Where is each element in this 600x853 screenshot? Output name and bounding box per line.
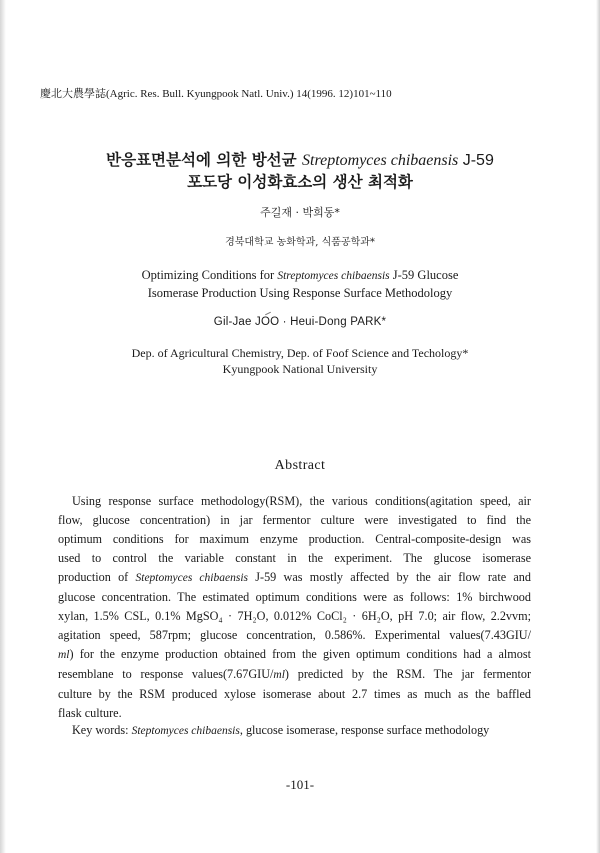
abstract-text: production of <box>58 570 136 584</box>
english-title-line-2: Isomerase Production Using Response Surface Methodology <box>147 286 453 300</box>
korean-title-species: Streptomyces chibaensis <box>302 152 459 169</box>
english-title-species: Streptomyces chibaensis <box>277 270 390 282</box>
abstract-line: Using response surface methodology(RSM), the various conditions(agitation speed, air <box>72 494 531 508</box>
abstract-line: optimum conditions for maximum enzyme production. Central-composite-design was <box>58 532 531 546</box>
scan-edge-right <box>596 0 600 853</box>
korean-affiliation: 경북대학교 농화학과, 식품공학과* <box>225 237 375 248</box>
abstract-line <box>58 568 531 588</box>
abstract-species: Steptomyces chibaensis <box>135 572 248 584</box>
english-title-line-1 <box>0 268 600 283</box>
korean-authors: 주길재 · 박희동* <box>260 206 340 219</box>
abstract-line: xylan, 1.5% CSL, 0.1% MgSO₄ · 7H₂O, 0.012% CoCl₂ · 6H₂O, pH 7.0; air flow, 2.2vvm; <box>58 609 531 623</box>
english-title-pre: Optimizing Conditions for <box>141 268 278 282</box>
keywords-label: Key words: <box>72 723 132 737</box>
abstract-text: ) predicted by the RSM. The jar fermentor <box>284 667 532 681</box>
page-number: -101- <box>285 777 315 792</box>
department-line-2: Kyungpook National University <box>222 362 378 376</box>
abstract-line: flask culture. <box>58 706 122 720</box>
abstract-line: agitation speed, 587rpm; glucose concentration, 0.586%. Experimental values(7.43GIU/ <box>58 628 531 642</box>
abstract-line: flow, glucose concentration) in jar fermentor culture were investigated to find the <box>58 513 531 527</box>
korean-title-line-1 <box>0 148 600 170</box>
keywords-species: Steptomyces chibaensis <box>131 725 240 737</box>
abstract-unit: ml <box>58 649 70 661</box>
department-line-1: Dep. of Agricultural Chemistry, Dep. of Foof Science and Techology* <box>131 346 469 360</box>
abstract-line: used to control the variable constant in the experiment. The glucose isomerase <box>58 551 531 565</box>
abstract-line <box>58 665 531 685</box>
keywords <box>72 723 489 738</box>
abstract-text: resemblane to response values(7.67GIU/ <box>58 667 274 681</box>
abstract-body <box>58 492 531 723</box>
english-title-post: J-59 Glucose <box>389 268 459 282</box>
abstract-text: ) for the enzyme production obtained from the given optimum conditions had a almost <box>69 647 531 661</box>
keywords-rest: , glucose isomerase, response surface methodology <box>239 723 490 737</box>
abstract-text: J-59 was mostly affected by the air flow rate and <box>248 570 531 584</box>
abstract-line: glucose concentration. The estimated optimum conditions were as follows: 1% birchwood <box>58 590 531 604</box>
journal-citation: 慶北大農學誌(Agric. Res. Bull. Kyungpook Natl. Univ.) 14(1996. 12)101~110 <box>40 88 392 100</box>
abstract-unit: ml <box>273 669 285 681</box>
abstract-heading: Abstract <box>274 458 326 473</box>
korean-title-strain: J-59 <box>458 152 494 169</box>
korean-title-text: 반응표면분석에 의한 방선균 <box>106 151 303 169</box>
english-authors: Gil-Jae JOO · Heui-Dong PARK* <box>213 316 387 328</box>
abstract-line: culture by the RSM produced xylose isomerase about 2.7 times as much as the baffled <box>58 687 531 701</box>
abstract-line <box>58 645 531 665</box>
scan-edge-left <box>0 0 6 853</box>
korean-title-line-2: 포도당 이성화효소의 생산 최적화 <box>187 173 413 191</box>
scan-mark <box>265 312 271 315</box>
